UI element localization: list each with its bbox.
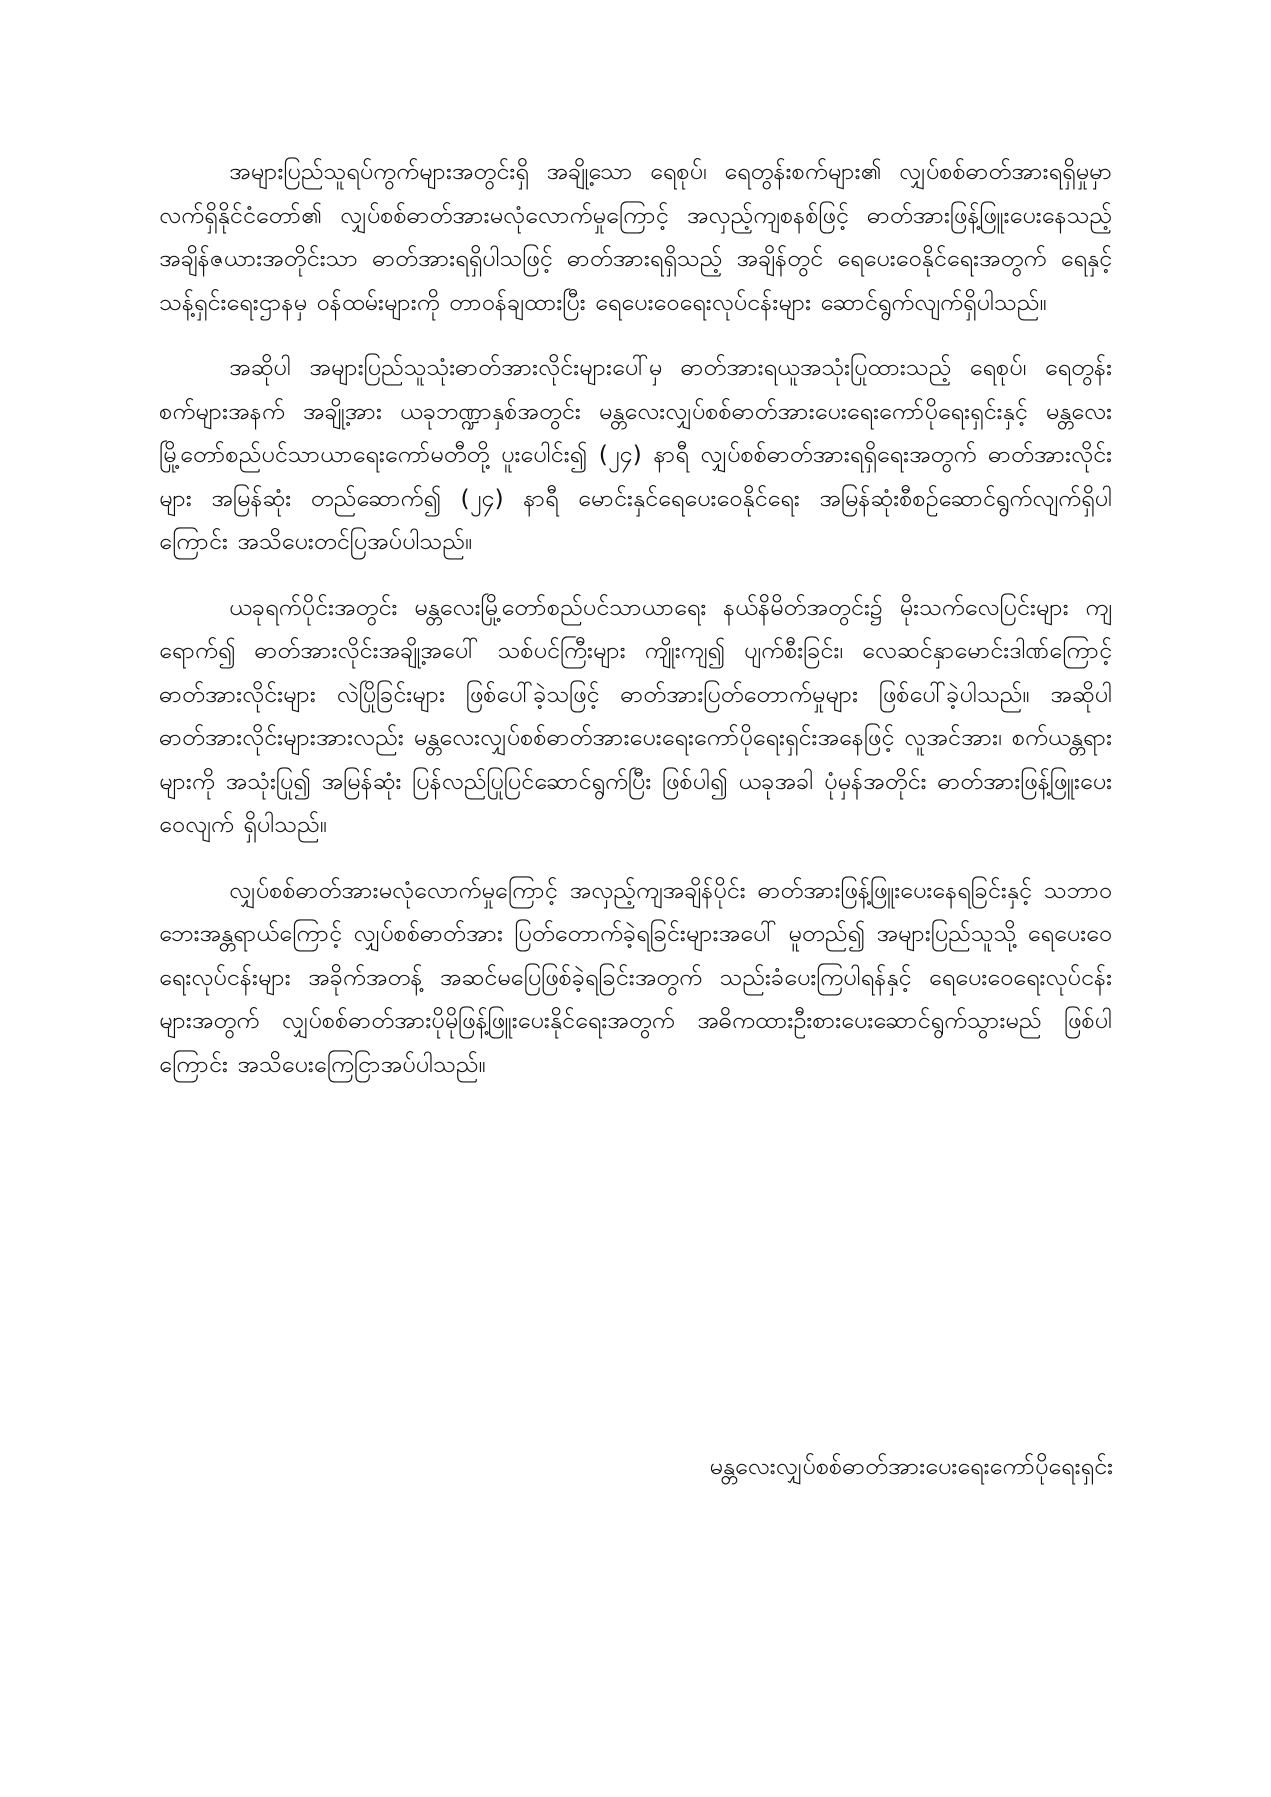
paragraph-3: ယခုရက်ပိုင်းအတွင်း မန္တလေးမြို့တော်စည်ပင်သာယာရေး နယ်နိမိတ်အတွင်း၌ မိုးသက်လေပြင်းများ ကျရောက်၍ ဓာတ်အားလိုင်းအချို့အပေါ် သစ်ပင်ကြီးများ ကျိုးကျ၍ ပျက်စီးခြင်း၊ လေဆင်နှာမောင်းဒါဏ်ကြောင့် ဓာတ်အားလိုင်းများ လဲပြိုခြင်းများ ဖြစ်ပေါ်ခဲ့သဖြင့် ဓာတ်အားပြတ်တောက်မှုများ ဖြစ်ပေါ်ခဲ့ပါသည်။ အဆိုပါ ဓာတ်အားလိုင်းများအားလည်း မန္တလေးလျှပ်စစ်ဓာတ်အားပေးရေးကော်ပိုရေးရှင်းအနေဖြင့် လူအင်အား၊ စက်ယန္တရားများကို အသုံးပြု၍ အမြန်ဆုံး ပြန်လည်ပြုပြင်ဆောင်ရွက်ပြီး ဖြစ်ပါ၍ ယခုအခါ ပုံမှန်အတိုင်း ဓာတ်အားဖြန့်ဖြူးပေးဝေလျက် ရှိပါသည်။: [159, 592, 1112, 838]
paragraph-4: လျှပ်စစ်ဓာတ်အားမလုံလောက်မှုကြောင့် အလှည့်ကျအချိန်ပိုင်း ဓာတ်အားဖြန့်ဖြူးပေးနေရခြင်းနှင့် သဘာဝဘေးအန္တရာယ်ကြောင့် လျှပ်စစ်ဓာတ်အား ပြတ်တောက်ခဲ့ရခြင်းများအပေါ် မူတည်၍ အများပြည်သူသို့ ရေပေးဝေရေးလုပ်ငန်းများ အခိုက်အတန့် အဆင်မပြေဖြစ်ခဲ့ရခြင်းအတွက် သည်းခံပေးကြပါရန်နှင့် ရေပေးဝေရေးလုပ်ငန်းများအတွက် လျှပ်စစ်ဓာတ်အားပိုမိုဖြန့်ဖြူးပေးနိုင်ရေးအတွက် အဓိကထားဦးစားပေးဆောင်ရွက်သွားမည် ဖြစ်ပါကြောင်း အသိပေးကြေငြာအပ်ပါသည်။: [159, 875, 1112, 1078]
announcement-body: [159, 150, 1112, 1108]
paragraph-1: အများပြည်သူရပ်ကွက်များအတွင်းရှိ အချို့သော ရေစုပ်၊ ရေတွန်းစက်များ၏ လျှပ်စစ်ဓာတ်အားရရှိမှုမှာ လက်ရှိနိုင်ငံတော်၏ လျှပ်စစ်ဓာတ်အားမလုံလောက်မှုကြောင့် အလှည့်ကျစနစ်ဖြင့် ဓာတ်အားဖြန့်ဖြူးပေးနေသည့် အချိန်ဇယားအတိုင်းသာ ဓာတ်အားရရှိပါသဖြင့် ဓာတ်အားရရှိသည့် အချိန်တွင် ရေပေးဝေနိုင်ရေးအတွက် ရေနှင့်သန့်ရှင်းရေးဌာနမှ ဝန်ထမ်းများကို တာဝန်ချထားပြီး ရေပေးဝေရေးလုပ်ငန်းများ ဆောင်ရွက်လျက်ရှိပါသည်။: [159, 157, 1112, 316]
paragraph-2: အဆိုပါ အများပြည်သူသုံးဓာတ်အားလိုင်းများပေါ်မှ ဓာတ်အားရယူအသုံးပြုထားသည့် ရေစုပ်၊ ရေတွန်းစက်များအနက် အချို့အား ယခုဘဏ္ဍာနှစ်အတွင်း မန္တလေးလျှပ်စစ်ဓာတ်အားပေးရေးကော်ပိုရေးရှင်းနှင့် မန္တလေးမြို့တော်စည်ပင်သာယာရေးကော်မတီတို့ ပူးပေါင်း၍ (၂၄) နာရီ လျှပ်စစ်ဓာတ်အားရရှိရေးအတွက် ဓာတ်အားလိုင်းများ အမြန်ဆုံး တည်ဆောက်၍ (၂၄) နာရီ မောင်းနှင်ရေပေးဝေနိုင်ရေး အမြန်ဆုံးစီစဉ်ဆောင်ရွက်လျက်ရှိပါကြောင်း အသိပေးတင်ပြအပ်ပါသည်။: [159, 353, 1112, 555]
issuer-signature: မန္တလေးလျှပ်စစ်ဓာတ်အားပေးရေးကော်ပိုရေးရှင်း: [709, 1452, 1113, 1480]
